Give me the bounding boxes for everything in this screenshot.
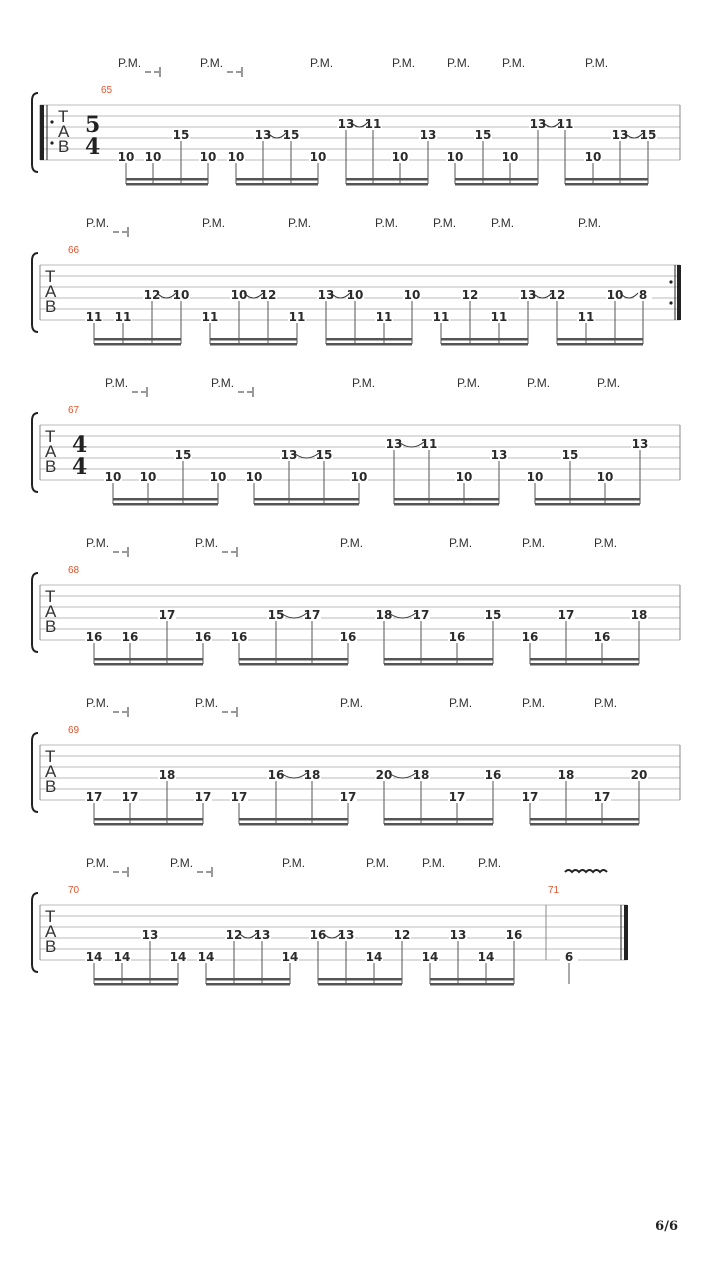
fret-number: 16	[521, 630, 539, 644]
repeat-dot	[50, 141, 53, 144]
fret-number: 10	[144, 150, 162, 164]
final-thick-bar	[624, 905, 628, 960]
beam	[557, 338, 643, 341]
tab-clef-letter: B	[58, 137, 70, 156]
fret-number: 16	[448, 630, 466, 644]
tab-system	[32, 696, 680, 826]
measure-number: 69	[68, 725, 80, 736]
fret-number: 11	[85, 310, 103, 324]
measure-number: 66	[68, 245, 80, 256]
fret-number: 14	[477, 950, 495, 964]
fret-number: 15	[561, 448, 579, 462]
fret-number: 14	[281, 950, 299, 964]
beam	[318, 978, 402, 981]
fret-number: 13	[631, 437, 649, 451]
beam	[430, 983, 514, 986]
fret-number: 10	[245, 470, 263, 484]
fret-number: 10	[172, 288, 190, 302]
tab-clef-letter: A	[45, 602, 57, 621]
palm-mute-label: P.M.	[195, 696, 219, 710]
palm-mute-label: P.M.	[578, 216, 602, 230]
beam	[94, 343, 181, 346]
tab-clef-letter: A	[45, 922, 57, 941]
fret-number: 15	[172, 128, 190, 142]
vibrato-mark	[565, 870, 607, 872]
fret-number: 17	[158, 608, 176, 622]
beam	[210, 343, 297, 346]
fret-number: 13	[490, 448, 508, 462]
fret-number: 13	[141, 928, 159, 942]
palm-mute-label: P.M.	[491, 216, 515, 230]
beam	[565, 183, 648, 186]
measure-number: 65	[101, 85, 113, 96]
fret-number: 20	[375, 768, 393, 782]
fret-number: 6	[564, 950, 574, 964]
fret-number: 12	[259, 288, 277, 302]
fret-number: 13	[529, 117, 547, 131]
tab-clef-letter: B	[45, 617, 57, 636]
beam	[455, 178, 538, 181]
repeat-thick-bar	[40, 105, 44, 160]
fret-number: 11	[577, 310, 595, 324]
fret-number: 12	[225, 928, 243, 942]
fret-number: 15	[282, 128, 300, 142]
system-bracket	[32, 573, 38, 652]
tab-clef-letter: T	[45, 267, 56, 286]
beam	[206, 978, 290, 981]
tab-system	[32, 376, 680, 506]
beam	[384, 663, 493, 666]
system-bracket	[32, 93, 38, 172]
palm-mute-label: P.M.	[522, 536, 546, 550]
fret-number: 15	[484, 608, 502, 622]
tab-clef-letter: A	[45, 442, 57, 461]
beam	[535, 498, 640, 501]
palm-mute-label: P.M.	[366, 856, 390, 870]
fret-number: 13	[337, 928, 355, 942]
tab-system	[32, 216, 681, 346]
tab-system	[32, 856, 628, 986]
fret-number: 14	[169, 950, 187, 964]
beam	[126, 178, 208, 181]
beam	[535, 503, 640, 506]
fret-number: 10	[139, 470, 157, 484]
fret-number: 17	[230, 790, 248, 804]
tab-clef-letter: T	[58, 107, 69, 126]
fret-number: 16	[309, 928, 327, 942]
beam	[394, 498, 499, 501]
beam	[236, 183, 318, 186]
fret-number: 10	[199, 150, 217, 164]
palm-mute-label: P.M.	[422, 856, 446, 870]
beam	[346, 183, 428, 186]
fret-number: 10	[350, 470, 368, 484]
palm-mute-label: P.M.	[282, 856, 306, 870]
fret-number: 11	[114, 310, 132, 324]
palm-mute-label: P.M.	[594, 536, 618, 550]
fret-number: 10	[230, 288, 248, 302]
tab-clef-letter: A	[45, 282, 57, 301]
beam	[126, 183, 208, 186]
fret-number: 16	[505, 928, 523, 942]
fret-number: 14	[85, 950, 103, 964]
tab-clef-letter: A	[58, 122, 70, 141]
fret-number: 10	[501, 150, 519, 164]
fret-number: 10	[346, 288, 364, 302]
tab-clef-letter: T	[45, 907, 56, 926]
fret-number: 15	[639, 128, 657, 142]
palm-mute-label: P.M.	[86, 696, 110, 710]
palm-mute-label: P.M.	[200, 56, 224, 70]
tab-clef-letter: B	[45, 297, 57, 316]
fret-number: 14	[113, 950, 131, 964]
fret-number: 13	[385, 437, 403, 451]
fret-number: 17	[303, 608, 321, 622]
palm-mute-label: P.M.	[375, 216, 399, 230]
beam	[557, 343, 643, 346]
fret-number: 10	[455, 470, 473, 484]
fret-number: 13	[419, 128, 437, 142]
fret-number: 11	[364, 117, 382, 131]
palm-mute-label: P.M.	[340, 696, 364, 710]
palm-mute-label: P.M.	[105, 376, 129, 390]
fret-number: 16	[267, 768, 285, 782]
fret-number: 18	[412, 768, 430, 782]
beam	[239, 818, 348, 821]
system-bracket	[32, 733, 38, 812]
fret-number: 20	[630, 768, 648, 782]
system-bracket	[32, 893, 38, 972]
repeat-dot	[50, 120, 53, 123]
beam	[326, 343, 412, 346]
tab-system	[32, 56, 680, 186]
fret-number: 10	[117, 150, 135, 164]
fret-number: 17	[521, 790, 539, 804]
palm-mute-label: P.M.	[597, 376, 621, 390]
fret-number: 11	[201, 310, 219, 324]
palm-mute-label: P.M.	[447, 56, 471, 70]
fret-number: 11	[490, 310, 508, 324]
fret-number: 11	[288, 310, 306, 324]
fret-number: 15	[174, 448, 192, 462]
fret-number: 10	[446, 150, 464, 164]
repeat-thick-bar	[677, 265, 681, 320]
fret-number: 13	[280, 448, 298, 462]
fret-number: 17	[412, 608, 430, 622]
tab-clef-letter: B	[45, 937, 57, 956]
system-bracket	[32, 253, 38, 332]
beam	[394, 503, 499, 506]
fret-number: 12	[548, 288, 566, 302]
fret-number: 17	[85, 790, 103, 804]
beam	[210, 338, 297, 341]
fret-number: 10	[227, 150, 245, 164]
palm-mute-label: P.M.	[118, 56, 142, 70]
fret-number: 18	[630, 608, 648, 622]
beam	[318, 983, 402, 986]
fret-number: 10	[596, 470, 614, 484]
measure-number: 67	[68, 405, 80, 416]
fret-number: 11	[556, 117, 574, 131]
palm-mute-label: P.M.	[195, 536, 219, 550]
measure-number: 71	[548, 885, 560, 896]
time-sig-top: 5	[85, 112, 101, 138]
fret-number: 17	[339, 790, 357, 804]
fret-number: 12	[461, 288, 479, 302]
fret-number: 14	[365, 950, 383, 964]
fret-number: 16	[194, 630, 212, 644]
beam	[113, 503, 218, 506]
palm-mute-label: P.M.	[478, 856, 502, 870]
beam	[254, 498, 359, 501]
beam	[441, 338, 528, 341]
fret-number: 10	[391, 150, 409, 164]
fret-number: 17	[448, 790, 466, 804]
palm-mute-label: P.M.	[202, 216, 226, 230]
tab-clef-letter: B	[45, 457, 57, 476]
fret-number: 18	[303, 768, 321, 782]
palm-mute-label: P.M.	[433, 216, 457, 230]
fret-number: 15	[315, 448, 333, 462]
beam	[530, 658, 639, 661]
fret-number: 16	[593, 630, 611, 644]
fret-number: 11	[375, 310, 393, 324]
fret-number: 13	[337, 117, 355, 131]
beam	[239, 823, 348, 826]
fret-number: 18	[557, 768, 575, 782]
fret-number: 13	[611, 128, 629, 142]
tab-clef-letter: T	[45, 427, 56, 446]
palm-mute-label: P.M.	[594, 696, 618, 710]
palm-mute-label: P.M.	[340, 536, 364, 550]
palm-mute-label: P.M.	[211, 376, 235, 390]
tab-clef-letter: B	[45, 777, 57, 796]
measure-number: 68	[68, 565, 80, 576]
tab-clef-letter: T	[45, 747, 56, 766]
beam	[94, 818, 203, 821]
fret-number: 16	[484, 768, 502, 782]
fret-number: 16	[230, 630, 248, 644]
palm-mute-label: P.M.	[170, 856, 194, 870]
palm-mute-label: P.M.	[352, 376, 376, 390]
fret-number: 13	[253, 928, 271, 942]
fret-number: 13	[254, 128, 272, 142]
beam	[94, 983, 178, 986]
palm-mute-label: P.M.	[86, 856, 110, 870]
fret-number: 18	[158, 768, 176, 782]
fret-number: 10	[309, 150, 327, 164]
time-sig-bottom: 4	[72, 454, 88, 480]
fret-number: 15	[474, 128, 492, 142]
fret-number: 17	[593, 790, 611, 804]
fret-number: 16	[339, 630, 357, 644]
palm-mute-label: P.M.	[86, 216, 110, 230]
palm-mute-label: P.M.	[449, 696, 473, 710]
palm-mute-label: P.M.	[86, 536, 110, 550]
beam	[94, 663, 203, 666]
beam	[565, 178, 648, 181]
beam	[113, 498, 218, 501]
fret-number: 16	[121, 630, 139, 644]
beam	[94, 658, 203, 661]
beam	[441, 343, 528, 346]
beam	[430, 978, 514, 981]
fret-number: 12	[143, 288, 161, 302]
beam	[530, 663, 639, 666]
fret-number: 13	[449, 928, 467, 942]
beam	[239, 658, 348, 661]
beam	[94, 823, 203, 826]
palm-mute-label: P.M.	[522, 696, 546, 710]
beam	[94, 978, 178, 981]
fret-number: 8	[638, 288, 648, 302]
palm-mute-label: P.M.	[527, 376, 551, 390]
repeat-dot	[669, 280, 672, 283]
fret-number: 14	[421, 950, 439, 964]
fret-number: 11	[420, 437, 438, 451]
beam	[455, 183, 538, 186]
palm-mute-label: P.M.	[392, 56, 416, 70]
fret-number: 10	[104, 470, 122, 484]
beam	[254, 503, 359, 506]
beam	[530, 823, 639, 826]
beam	[346, 178, 428, 181]
beam	[384, 818, 493, 821]
fret-number: 15	[267, 608, 285, 622]
fret-number: 10	[526, 470, 544, 484]
tab-clef-letter: T	[45, 587, 56, 606]
beam	[326, 338, 412, 341]
beam	[530, 818, 639, 821]
time-sig-top: 4	[72, 432, 88, 458]
fret-number: 12	[393, 928, 411, 942]
fret-number: 10	[584, 150, 602, 164]
fret-number: 17	[557, 608, 575, 622]
fret-number: 13	[317, 288, 335, 302]
fret-number: 17	[194, 790, 212, 804]
palm-mute-label: P.M.	[449, 536, 473, 550]
fret-number: 14	[197, 950, 215, 964]
palm-mute-label: P.M.	[502, 56, 526, 70]
beam	[239, 663, 348, 666]
fret-number: 13	[519, 288, 537, 302]
fret-number: 17	[121, 790, 139, 804]
beam	[384, 823, 493, 826]
fret-number: 10	[403, 288, 421, 302]
repeat-dot	[669, 301, 672, 304]
palm-mute-label: P.M.	[585, 56, 609, 70]
fret-number: 11	[432, 310, 450, 324]
tab-clef-letter: A	[45, 762, 57, 781]
beam	[94, 338, 181, 341]
beam	[206, 983, 290, 986]
fret-number: 10	[606, 288, 624, 302]
palm-mute-label: P.M.	[457, 376, 481, 390]
beam	[384, 658, 493, 661]
measure-number: 70	[68, 885, 80, 896]
palm-mute-label: P.M.	[288, 216, 312, 230]
fret-number: 16	[85, 630, 103, 644]
beam	[236, 178, 318, 181]
fret-number: 18	[375, 608, 393, 622]
time-sig-bottom: 4	[85, 134, 101, 160]
tab-system	[32, 536, 680, 666]
fret-number: 10	[209, 470, 227, 484]
system-bracket	[32, 413, 38, 492]
palm-mute-label: P.M.	[310, 56, 334, 70]
page-number: 6/6	[655, 1219, 678, 1234]
